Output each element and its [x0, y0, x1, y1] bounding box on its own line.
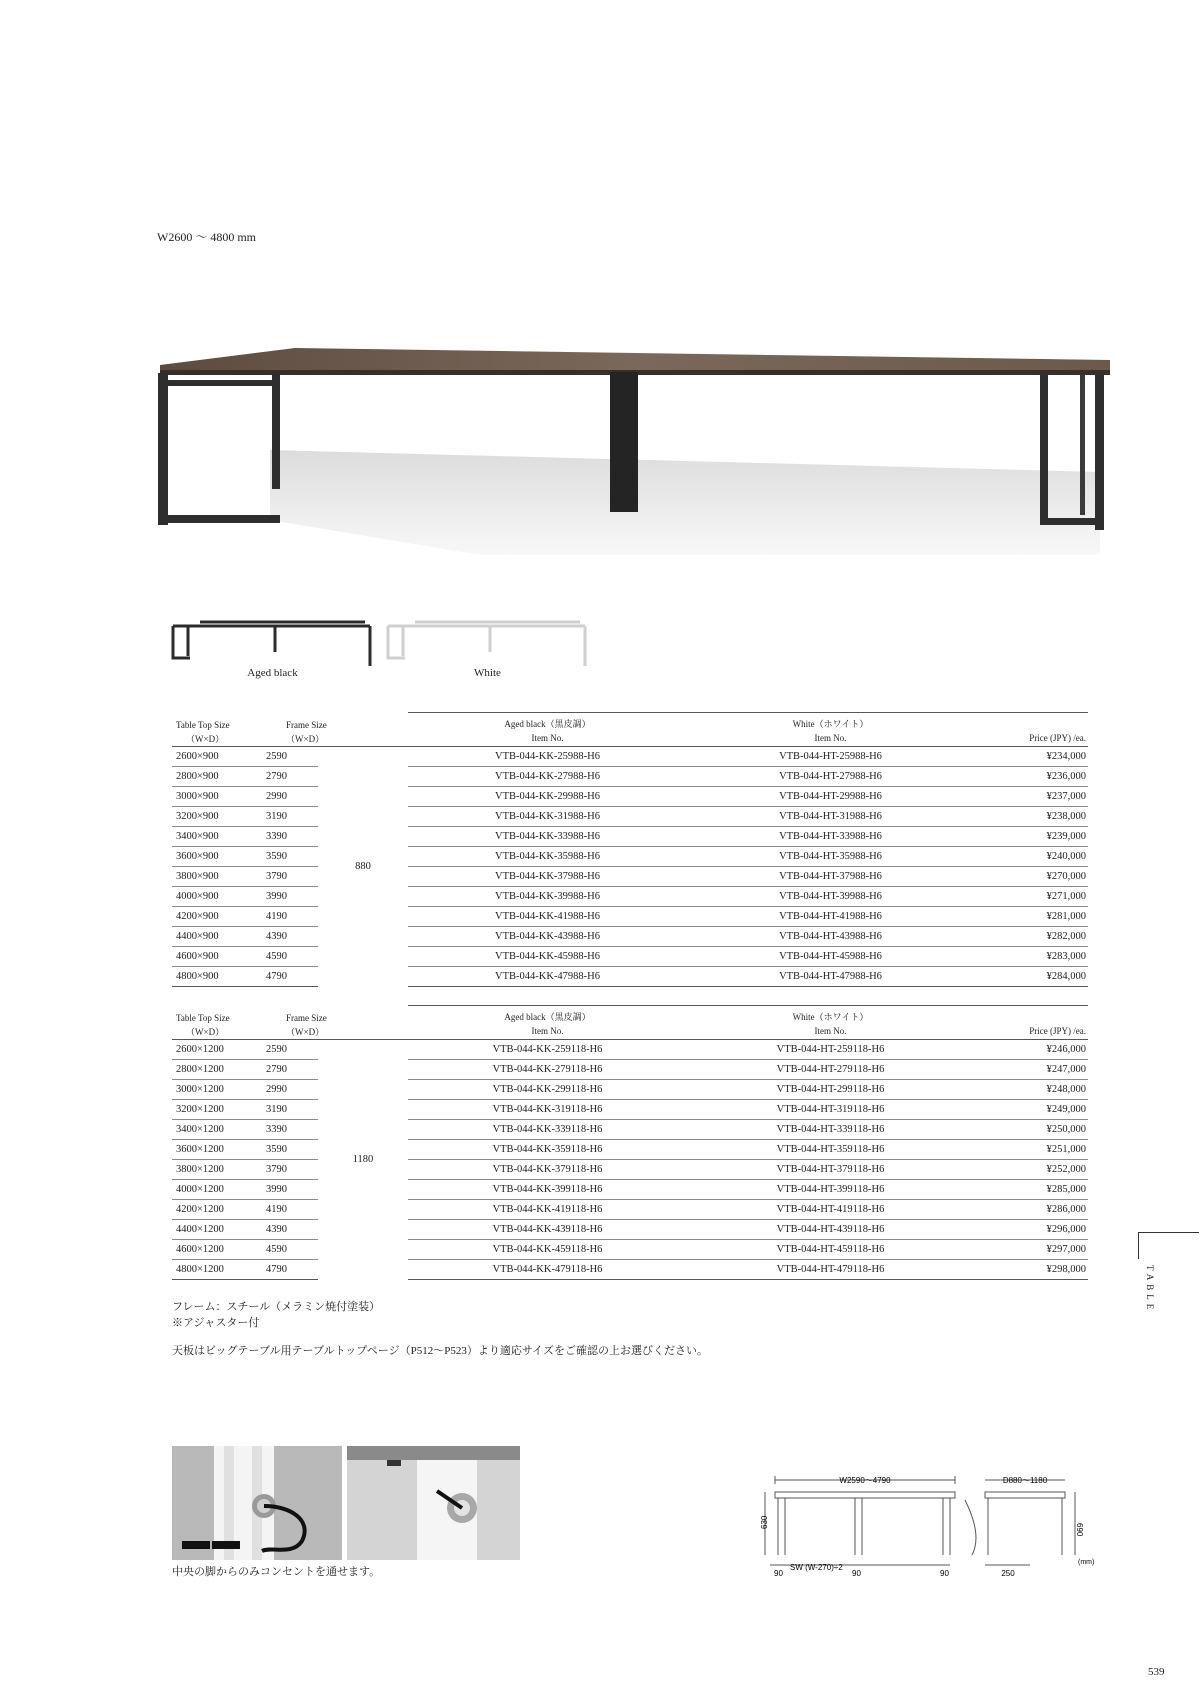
table-row: 4200×900 4190 VTB-044-KK-41988-H6 VTB-044-HT-41988-H6 ¥281,000 — [172, 907, 1088, 927]
table-row: 4200×1200 4190 VTB-044-KK-419118-H6 VTB-044-HT-419118-H6 ¥286,000 — [172, 1200, 1088, 1220]
spec-table-900 — [172, 712, 1088, 987]
dim-sw: SW (W-270)÷2 — [790, 1563, 843, 1572]
frame-depth-900: 880 — [355, 861, 371, 873]
table-row: 2600×900 2590 880 VTB-044-KK-25988-H6 VTB-044-HT-25988-H6 ¥234,000 — [172, 747, 1088, 767]
table-row: 3400×1200 3390 VTB-044-KK-339118-H6 VTB-044-HT-339118-H6 ¥250,000 — [172, 1120, 1088, 1140]
spec-table-1200 — [172, 1005, 1088, 1280]
dim-leg-right: 90 — [940, 1569, 949, 1578]
table-row: 4400×900 4390 VTB-044-KK-43988-H6 VTB-044-HT-43988-H6 ¥282,000 — [172, 927, 1088, 947]
col-aged-black: Aged black（黒皮調） — [408, 713, 687, 731]
table-row: 2600×1200 2590 1180 VTB-044-KK-259118-H6 VTB-044-HT-259118-H6 ¥246,000 — [172, 1040, 1088, 1060]
table-row: 3600×900 3590 VTB-044-KK-35988-H6 VTB-044-HT-35988-H6 ¥240,000 — [172, 847, 1088, 867]
table-row: 4600×900 4590 VTB-044-KK-45988-H6 VTB-044-HT-45988-H6 ¥283,000 — [172, 947, 1088, 967]
cable-through-leg-photo — [172, 1446, 342, 1560]
dim-height-left: 630 — [760, 1515, 769, 1529]
col-top-size-unit: （W×D） — [172, 1023, 264, 1040]
table-row: 4800×900 4790 VTB-044-KK-47988-H6 VTB-044-HT-47988-H6 ¥284,000 — [172, 967, 1088, 987]
table-row: 2800×1200 2790 VTB-044-KK-279118-H6 VTB-044-HT-279118-H6 ¥247,000 — [172, 1060, 1088, 1080]
col-frame-size: Frame Size — [286, 1013, 327, 1023]
col-white: White（ホワイト） — [687, 1006, 974, 1024]
table-row: 3800×1200 3790 VTB-044-KK-379118-H6 VTB-044-HT-379118-H6 ¥252,000 — [172, 1160, 1088, 1180]
cable-outlet-detail-photo — [347, 1446, 520, 1560]
section-tab-label: TABLE — [1145, 1265, 1155, 1314]
table-row: 3800×900 3790 VTB-044-KK-37988-H6 VTB-044-HT-37988-H6 ¥270,000 — [172, 867, 1088, 887]
section-tab-bracket — [1138, 1232, 1199, 1259]
table-row: 4800×1200 4790 VTB-044-KK-479118-H6 VTB-044-HT-479118-H6 ¥298,000 — [172, 1260, 1088, 1280]
white-label: White — [474, 667, 501, 679]
col-top-size: Table Top Size — [176, 1013, 230, 1023]
dim-width: W2590〜4790 — [839, 1476, 891, 1485]
dim-leg-mid: 90 — [852, 1569, 861, 1578]
table-row: 3000×900 2990 VTB-044-KK-29988-H6 VTB-044-HT-29988-H6 ¥237,000 — [172, 787, 1088, 807]
table-row: 4600×1200 4590 VTB-044-KK-459118-H6 VTB-044-HT-459118-H6 ¥297,000 — [172, 1240, 1088, 1260]
col-frame-size: Frame Size — [286, 720, 327, 730]
col-top-size-unit: （W×D） — [172, 730, 264, 747]
dim-unit: (mm) — [1078, 1559, 1095, 1566]
aged-black-label: Aged black — [247, 667, 298, 679]
note-tabletop: 天板はビッグテーブル用テーブルトップページ（P512〜P523）より適応サイズをご確認の上お選びください。 — [172, 1345, 708, 1357]
dim-height-right: 690 — [1075, 1523, 1084, 1537]
table-row: 4000×1200 3990 VTB-044-KK-399118-H6 VTB-044-HT-399118-H6 ¥285,000 — [172, 1180, 1088, 1200]
col-price: Price (JPY) /ea. — [974, 1023, 1088, 1040]
size-range-label: W2600 〜 4800 mm — [157, 230, 256, 244]
note-frame-material: フレーム：スチール（メラミン焼付塗装） — [172, 1301, 381, 1313]
page-number: 539 — [1148, 1666, 1165, 1678]
table-row: 3000×1200 2990 VTB-044-KK-299118-H6 VTB-044-HT-299118-H6 ¥248,000 — [172, 1080, 1088, 1100]
photo-caption: 中央の脚からのみコンセントを通せます。 — [172, 1566, 381, 1578]
dim-leg-left: 90 — [774, 1569, 783, 1578]
dim-depth: D880〜1180 — [1002, 1476, 1048, 1485]
note-adjuster: ※アジャスター付 — [172, 1317, 260, 1329]
table-row: 2800×900 2790 VTB-044-KK-27988-H6 VTB-044-HT-27988-H6 ¥236,000 — [172, 767, 1088, 787]
col-frame-size-unit: （W×D） — [264, 1023, 408, 1040]
table-row: 3200×900 3190 VTB-044-KK-31988-H6 VTB-044-HT-31988-H6 ¥238,000 — [172, 807, 1088, 827]
frame-depth-1200: 1180 — [352, 1154, 374, 1166]
table-row: 3400×900 3390 VTB-044-KK-33988-H6 VTB-044-HT-33988-H6 ¥239,000 — [172, 827, 1088, 847]
white-frame-swatch — [385, 618, 590, 668]
col-item-no-kk: Item No. — [408, 730, 687, 747]
table-product-photo — [150, 330, 1120, 570]
col-item-no-ht: Item No. — [687, 1023, 974, 1040]
col-white: White（ホワイト） — [687, 713, 974, 731]
table-row: 3600×1200 3590 VTB-044-KK-359118-H6 VTB-044-HT-359118-H6 ¥251,000 — [172, 1140, 1088, 1160]
dim-side: 250 — [1001, 1569, 1015, 1578]
dimension-drawing — [760, 1470, 1100, 1590]
table-row: 3200×1200 3190 VTB-044-KK-319118-H6 VTB-044-HT-319118-H6 ¥249,000 — [172, 1100, 1088, 1120]
table-row: 4000×900 3990 VTB-044-KK-39988-H6 VTB-044-HT-39988-H6 ¥271,000 — [172, 887, 1088, 907]
col-item-no-kk: Item No. — [408, 1023, 687, 1040]
table-row: 4400×1200 4390 VTB-044-KK-439118-H6 VTB-044-HT-439118-H6 ¥296,000 — [172, 1220, 1088, 1240]
col-top-size: Table Top Size — [176, 720, 230, 730]
col-price: Price (JPY) /ea. — [974, 730, 1088, 747]
col-aged-black: Aged black（黒皮調） — [408, 1006, 687, 1024]
aged-black-frame-swatch — [170, 618, 375, 668]
col-frame-size-unit: （W×D） — [264, 730, 408, 747]
col-item-no-ht: Item No. — [687, 730, 974, 747]
